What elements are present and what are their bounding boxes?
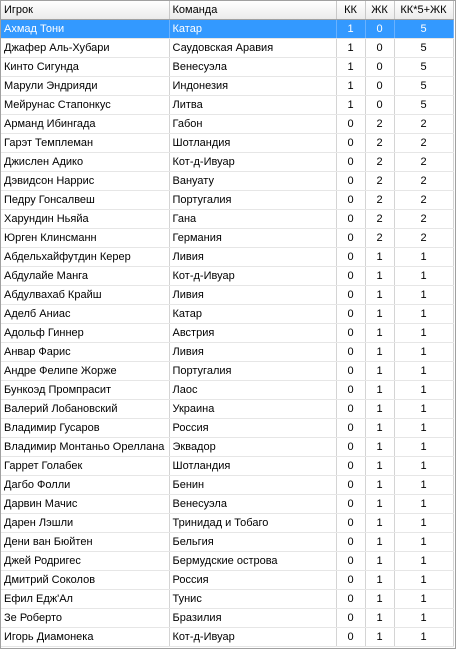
table-row[interactable] xyxy=(1,134,453,153)
table-row[interactable] xyxy=(1,476,453,495)
table-row[interactable] xyxy=(1,20,453,39)
team-cell: Катар xyxy=(169,20,336,39)
team-cell: Россия xyxy=(169,571,336,590)
table-row[interactable] xyxy=(1,343,453,362)
red-cards-cell: 0 xyxy=(336,552,365,571)
score-cell: 1 xyxy=(394,609,453,628)
table-row[interactable] xyxy=(1,495,453,514)
yellow-cards-cell: 2 xyxy=(365,153,394,172)
player-cell: Арманд Ибингада xyxy=(1,115,169,134)
column-header-red-cards[interactable]: КК xyxy=(336,1,365,20)
score-cell: 5 xyxy=(394,96,453,115)
table-row[interactable] xyxy=(1,533,453,552)
score-cell: 1 xyxy=(394,248,453,267)
score-cell: 1 xyxy=(394,533,453,552)
red-cards-cell: 0 xyxy=(336,324,365,343)
red-cards-cell: 0 xyxy=(336,628,365,647)
table-row[interactable] xyxy=(1,77,453,96)
team-cell: Эквадор xyxy=(169,438,336,457)
score-cell: 1 xyxy=(394,514,453,533)
table-row[interactable] xyxy=(1,267,453,286)
table-row[interactable] xyxy=(1,248,453,267)
player-cell: Абдулвахаб Крайш xyxy=(1,286,169,305)
player-cell: Джафер Аль-Хубари xyxy=(1,39,169,58)
red-cards-cell: 0 xyxy=(336,305,365,324)
red-cards-cell: 0 xyxy=(336,229,365,248)
team-cell: Германия xyxy=(169,229,336,248)
score-cell: 2 xyxy=(394,229,453,248)
player-cell: Абдулайе Манга xyxy=(1,267,169,286)
team-cell: Венесуэла xyxy=(169,495,336,514)
table-row[interactable] xyxy=(1,153,453,172)
team-cell: Саудовская Аравия xyxy=(169,39,336,58)
column-header-score[interactable]: КК*5+ЖК xyxy=(394,1,453,20)
red-cards-cell: 1 xyxy=(336,96,365,115)
team-cell: Лаос xyxy=(169,381,336,400)
yellow-cards-cell: 1 xyxy=(365,628,394,647)
yellow-cards-cell: 2 xyxy=(365,210,394,229)
red-cards-cell: 0 xyxy=(336,362,365,381)
yellow-cards-cell: 1 xyxy=(365,552,394,571)
yellow-cards-cell: 2 xyxy=(365,229,394,248)
player-cell: Мейрунас Стапонкус xyxy=(1,96,169,115)
red-cards-cell: 0 xyxy=(336,267,365,286)
score-cell: 1 xyxy=(394,495,453,514)
yellow-cards-cell: 1 xyxy=(365,533,394,552)
yellow-cards-cell: 2 xyxy=(365,172,394,191)
score-cell: 1 xyxy=(394,362,453,381)
player-cell: Владимир Монтаньо Ореллана xyxy=(1,438,169,457)
red-cards-cell: 0 xyxy=(336,172,365,191)
team-cell: Габон xyxy=(169,115,336,134)
table-row[interactable] xyxy=(1,286,453,305)
yellow-cards-cell: 1 xyxy=(365,476,394,495)
team-cell: Бельгия xyxy=(169,533,336,552)
yellow-cards-cell: 0 xyxy=(365,39,394,58)
yellow-cards-cell: 2 xyxy=(365,191,394,210)
table-row[interactable] xyxy=(1,571,453,590)
team-cell: Тринидад и Тобаго xyxy=(169,514,336,533)
team-cell: Украина xyxy=(169,400,336,419)
table-row[interactable] xyxy=(1,362,453,381)
score-cell: 5 xyxy=(394,39,453,58)
table-row[interactable] xyxy=(1,438,453,457)
red-cards-cell: 0 xyxy=(336,134,365,153)
column-header-player[interactable]: Игрок xyxy=(1,1,169,20)
table-row[interactable] xyxy=(1,39,453,58)
yellow-cards-cell: 1 xyxy=(365,286,394,305)
table-row[interactable] xyxy=(1,305,453,324)
player-cell: Абдельхайфутдин Керер xyxy=(1,248,169,267)
yellow-cards-cell: 1 xyxy=(365,571,394,590)
team-cell: Кот-д-Ивуар xyxy=(169,153,336,172)
score-cell: 1 xyxy=(394,457,453,476)
red-cards-cell: 0 xyxy=(336,533,365,552)
red-cards-cell: 0 xyxy=(336,571,365,590)
team-cell: Катар xyxy=(169,305,336,324)
score-cell: 2 xyxy=(394,191,453,210)
player-cell: Дарвин Мачис xyxy=(1,495,169,514)
score-cell: 2 xyxy=(394,134,453,153)
player-cell: Педру Гонсалвеш xyxy=(1,191,169,210)
table-row[interactable] xyxy=(1,96,453,115)
yellow-cards-cell: 0 xyxy=(365,20,394,39)
table-row[interactable] xyxy=(1,552,453,571)
player-cell: Дэвидсон Наррис xyxy=(1,172,169,191)
table-row[interactable] xyxy=(1,58,453,77)
player-cell: Бункоэд Промпрасит xyxy=(1,381,169,400)
yellow-cards-cell: 2 xyxy=(365,134,394,153)
yellow-cards-cell: 0 xyxy=(365,96,394,115)
red-cards-cell: 0 xyxy=(336,590,365,609)
score-cell: 1 xyxy=(394,438,453,457)
team-cell: Шотландия xyxy=(169,134,336,153)
player-cell: Аделб Аниас xyxy=(1,305,169,324)
player-cell: Владимир Гусаров xyxy=(1,419,169,438)
score-cell: 1 xyxy=(394,267,453,286)
player-cell: Ахмад Тони xyxy=(1,20,169,39)
player-cell: Адольф Гиннер xyxy=(1,324,169,343)
yellow-cards-cell: 1 xyxy=(365,248,394,267)
yellow-cards-cell: 1 xyxy=(365,324,394,343)
player-cell: Дарен Лэшли xyxy=(1,514,169,533)
player-cell: Игорь Диамонека xyxy=(1,628,169,647)
red-cards-cell: 1 xyxy=(336,39,365,58)
red-cards-cell: 0 xyxy=(336,191,365,210)
player-cell: Дагбо Фолли xyxy=(1,476,169,495)
score-cell: 1 xyxy=(394,419,453,438)
table-row[interactable] xyxy=(1,419,453,438)
yellow-cards-cell: 1 xyxy=(365,400,394,419)
team-cell: Кот-д-Ивуар xyxy=(169,267,336,286)
red-cards-cell: 0 xyxy=(336,210,365,229)
team-cell: Ливия xyxy=(169,248,336,267)
yellow-cards-cell: 1 xyxy=(365,305,394,324)
score-cell: 1 xyxy=(394,324,453,343)
red-cards-cell: 0 xyxy=(336,419,365,438)
red-cards-cell: 0 xyxy=(336,343,365,362)
team-cell: Тунис xyxy=(169,590,336,609)
red-cards-cell: 1 xyxy=(336,58,365,77)
score-cell: 5 xyxy=(394,20,453,39)
table-row[interactable] xyxy=(1,457,453,476)
team-cell: Кот-д-Ивуар xyxy=(169,628,336,647)
column-header-team[interactable]: Команда xyxy=(169,1,336,20)
yellow-cards-cell: 2 xyxy=(365,115,394,134)
player-cell: Дмитрий Соколов xyxy=(1,571,169,590)
yellow-cards-cell: 1 xyxy=(365,495,394,514)
player-cell: Джей Родригес xyxy=(1,552,169,571)
team-cell: Литва xyxy=(169,96,336,115)
player-cell: Зе Роберто xyxy=(1,609,169,628)
team-cell: Ливия xyxy=(169,343,336,362)
team-cell: Вануату xyxy=(169,172,336,191)
team-cell: Бермудские острова xyxy=(169,552,336,571)
red-cards-cell: 0 xyxy=(336,495,365,514)
yellow-cards-cell: 0 xyxy=(365,77,394,96)
yellow-cards-cell: 1 xyxy=(365,514,394,533)
red-cards-cell: 1 xyxy=(336,20,365,39)
score-cell: 1 xyxy=(394,590,453,609)
yellow-cards-cell: 1 xyxy=(365,267,394,286)
score-cell: 2 xyxy=(394,153,453,172)
team-cell: Португалия xyxy=(169,191,336,210)
player-cell: Юрген Клинсманн xyxy=(1,229,169,248)
score-cell: 1 xyxy=(394,400,453,419)
yellow-cards-cell: 1 xyxy=(365,590,394,609)
player-cell: Анвар Фарис xyxy=(1,343,169,362)
table-row[interactable] xyxy=(1,628,453,647)
player-cell: Гаррет Голабек xyxy=(1,457,169,476)
score-cell: 2 xyxy=(394,210,453,229)
yellow-cards-cell: 1 xyxy=(365,343,394,362)
red-cards-cell: 0 xyxy=(336,438,365,457)
table-row[interactable] xyxy=(1,115,453,134)
player-cell: Кинто Сигунда xyxy=(1,58,169,77)
score-cell: 2 xyxy=(394,115,453,134)
score-cell: 5 xyxy=(394,58,453,77)
score-cell: 1 xyxy=(394,343,453,362)
table-row[interactable] xyxy=(1,229,453,248)
team-cell: Венесуэла xyxy=(169,58,336,77)
score-cell: 1 xyxy=(394,286,453,305)
table-row[interactable] xyxy=(1,381,453,400)
table-row[interactable] xyxy=(1,210,453,229)
team-cell: Ливия xyxy=(169,286,336,305)
player-cell: Ефил Едж'Ал xyxy=(1,590,169,609)
team-cell: Португалия xyxy=(169,362,336,381)
red-cards-cell: 0 xyxy=(336,400,365,419)
table-row[interactable] xyxy=(1,590,453,609)
red-cards-cell: 0 xyxy=(336,153,365,172)
header-row xyxy=(1,1,453,20)
score-cell: 1 xyxy=(394,571,453,590)
red-cards-cell: 0 xyxy=(336,476,365,495)
team-cell: Индонезия xyxy=(169,77,336,96)
cards-table xyxy=(1,1,454,647)
player-cell: Харундин Ньяйа xyxy=(1,210,169,229)
yellow-cards-cell: 1 xyxy=(365,457,394,476)
yellow-cards-cell: 1 xyxy=(365,438,394,457)
score-cell: 2 xyxy=(394,172,453,191)
yellow-cards-cell: 1 xyxy=(365,381,394,400)
team-cell: Бразилия xyxy=(169,609,336,628)
red-cards-cell: 1 xyxy=(336,77,365,96)
red-cards-cell: 0 xyxy=(336,381,365,400)
yellow-cards-cell: 1 xyxy=(365,362,394,381)
score-cell: 1 xyxy=(394,305,453,324)
team-cell: Австрия xyxy=(169,324,336,343)
player-cell: Андре Фелипе Жорже xyxy=(1,362,169,381)
team-cell: Бенин xyxy=(169,476,336,495)
red-cards-cell: 0 xyxy=(336,248,365,267)
table-row[interactable] xyxy=(1,400,453,419)
red-cards-cell: 0 xyxy=(336,609,365,628)
score-cell: 1 xyxy=(394,628,453,647)
team-cell: Гана xyxy=(169,210,336,229)
team-cell: Шотландия xyxy=(169,457,336,476)
player-cell: Марули Эндрияди xyxy=(1,77,169,96)
table-row[interactable] xyxy=(1,324,453,343)
table-row[interactable] xyxy=(1,609,453,628)
red-cards-cell: 0 xyxy=(336,457,365,476)
yellow-cards-cell: 0 xyxy=(365,58,394,77)
player-cell: Дени ван Бюйтен xyxy=(1,533,169,552)
table-row[interactable] xyxy=(1,191,453,210)
table-row[interactable] xyxy=(1,172,453,191)
column-header-yellow-cards[interactable]: ЖК xyxy=(365,1,394,20)
player-cell: Гарэт Темплеман xyxy=(1,134,169,153)
red-cards-cell: 0 xyxy=(336,115,365,134)
score-cell: 1 xyxy=(394,381,453,400)
red-cards-cell: 0 xyxy=(336,514,365,533)
score-cell: 5 xyxy=(394,77,453,96)
table-body xyxy=(1,20,453,647)
red-cards-cell: 0 xyxy=(336,286,365,305)
player-cell: Валерий Лобановский xyxy=(1,400,169,419)
yellow-cards-cell: 1 xyxy=(365,609,394,628)
yellow-cards-cell: 1 xyxy=(365,419,394,438)
team-cell: Россия xyxy=(169,419,336,438)
score-cell: 1 xyxy=(394,476,453,495)
score-cell: 1 xyxy=(394,552,453,571)
table-row[interactable] xyxy=(1,514,453,533)
player-cell: Джислен Адико xyxy=(1,153,169,172)
